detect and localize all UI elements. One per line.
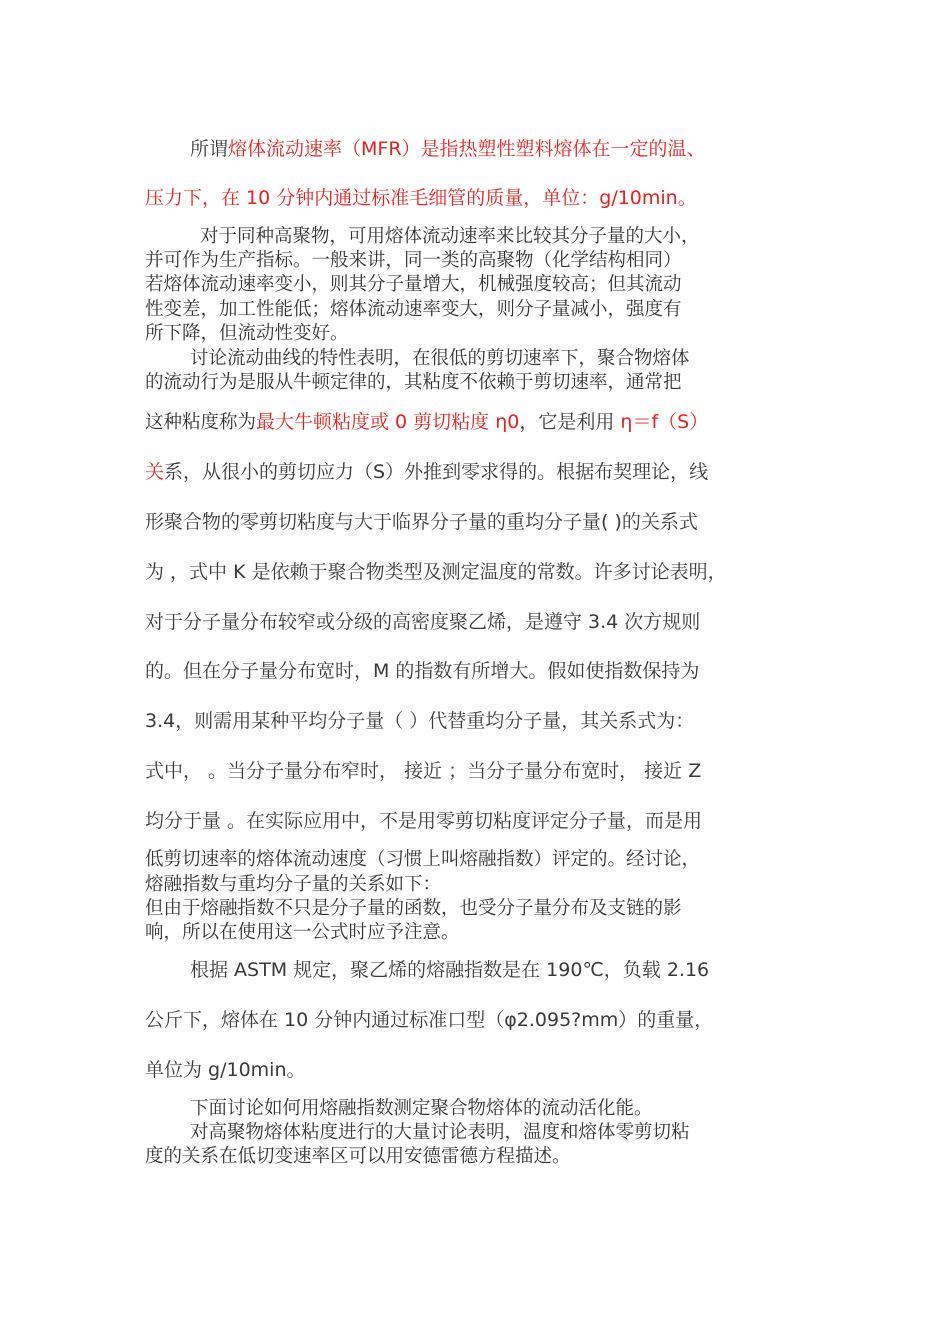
paragraph-line: 下面讨论如何用熔融指数测定聚合物熔体的流动活化能。 — [190, 1098, 653, 1119]
paragraph-line: 根据 ASTM 规定，聚乙烯的熔融指数是在 190℃，负载 2.16 — [190, 959, 710, 981]
paragraph-line: 形聚合物的零剪切粘度与大于临界分子量的重均分子量( )的关系式 — [145, 511, 698, 533]
paragraph-line: 讨论流动曲线的特性表明，在很低的剪切速率下，聚合物熔体 — [190, 348, 690, 369]
highlighted-text: 最大牛顿粘度或 0 剪切粘度 η0 — [256, 411, 520, 433]
paragraph-line: 公斤下，熔体在 10 分钟内通过标准口型（φ2.095?mm）的重量， — [145, 1009, 714, 1031]
paragraph-line: 的流动行为是服从牛顿定律的，其粘度不依赖于剪切速率，通常把 — [145, 372, 682, 393]
paragraph-line: 的。但在分子量分布宽时，M 的指数有所增大。假如使指数保持为 — [145, 660, 700, 682]
paragraph-line: 响，所以在使用这一公式时应予注意。 — [145, 922, 460, 943]
highlighted-text: 熔体流动速率（MFR）是指热塑性塑料熔体在一定的温、 — [228, 138, 706, 160]
paragraph-line: 并可作为生产指标。一般来讲，同一类的高聚物（化学结构相同） — [145, 250, 682, 271]
paragraph-line — [145, 460, 708, 484]
paragraph-line — [145, 410, 708, 435]
paragraph-line: 对高聚物熔体粘度进行的大量讨论表明，温度和熔体零剪切粘 — [190, 1122, 690, 1143]
paragraph-line: 熔融指数与重均分子量的关系如下： — [145, 874, 442, 895]
paragraph-line: 低剪切速率的熔体流动速度（习惯上叫熔融指数）评定的。经讨论， — [145, 849, 701, 870]
text-run: 所谓 — [190, 138, 229, 160]
paragraph-line — [190, 137, 706, 161]
highlighted-line: 压力下，在 10 分钟内通过标准毛细管的质量，单位：g/10min。 — [145, 187, 697, 209]
paragraph-line: 所下降，但流动性变好。 — [145, 323, 349, 344]
text-run: 这种粘度称为 — [145, 412, 257, 433]
paragraph-line: 式中， 。当分子量分布窄时， 接近 ；当分子量分布宽时， 接近 Z — [145, 760, 702, 782]
paragraph-line: 对于同种高聚物，可用熔体流动速率来比较其分子量的大小， — [200, 226, 700, 247]
highlighted-text: 关 — [145, 461, 165, 483]
text-run: ，它是利用 — [519, 411, 621, 433]
paragraph-line: 对于分子量分布较窄或分级的高密度聚乙烯，是遵守 3.4 次方规则 — [145, 611, 701, 633]
highlighted-text: η＝f（S） — [620, 411, 709, 433]
paragraph-line: 3.4，则需用某种平均分子量（ ）代替重均分子量，其关系式为： — [145, 710, 695, 732]
paragraph-line: 度的关系在低切变速率区可以用安德雷德方程描述。 — [145, 1146, 571, 1167]
paragraph-line: 若熔体流动速率变小，则其分子量增大，机械强度较高；但其流动 — [145, 274, 682, 295]
paragraph-line: 均分于量 。在实际应用中，不是用零剪切粘度评定分子量，而是用 — [145, 810, 703, 832]
paragraph-line: 单位为 g/10min。 — [145, 1059, 306, 1081]
paragraph-line: 但由于熔融指数不只是分子量的函数，也受分子量分布及支链的影 — [145, 898, 682, 919]
text-run: 系，从很小的剪切应力（S）外推到零求得的。根据布契理论，线 — [164, 461, 709, 483]
paragraph-line: 为 ，式中 K 是依赖于聚合物类型及测定温度的常数。许多讨论表明， — [145, 561, 727, 583]
paragraph-line: 性变差，加工性能低；熔体流动速率变大，则分子量减小，强度有 — [145, 299, 682, 320]
